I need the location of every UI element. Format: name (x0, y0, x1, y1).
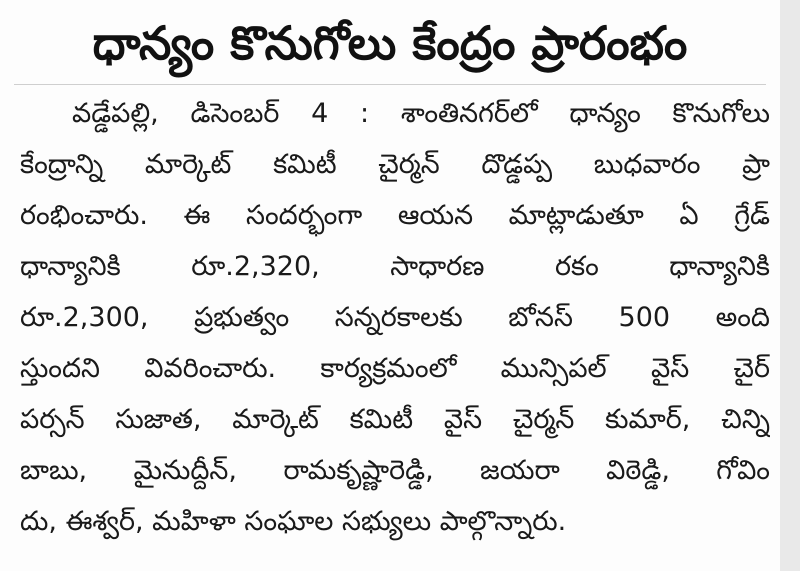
article-body (20, 88, 770, 547)
headline-divider (14, 84, 766, 85)
article-line: స్తుందని వివరించారు. కార్యక్రమంలో మున్సిపల్ వైస్ చైర్ (20, 353, 770, 384)
article-line: పర్సన్ సుజాత, మార్కెట్ కమిటీ వైస్ చైర్మన్ కుమార్, చిన్ని (20, 404, 770, 435)
page-edge (780, 0, 800, 571)
article-line: బాబు, మైనుద్దీన్, రామకృష్ణారెడ్డి, జయరా విఠెడ్డి, గోవిం (20, 455, 770, 486)
article-line: రంభించారు. ఈ సందర్భంగా ఆయన మాట్లాడుతూ ఏ గ్రేడ్ (20, 200, 770, 231)
article-line: రూ.2,300, ప్రభుత్వం సన్నరకాలకు బోనస్ 500 అంది (20, 302, 770, 333)
article-line: దు, ఈశ్వర్, మహిళా సంఘాల సభ్యులు పాల్గొన్నారు. (20, 506, 567, 537)
article-line: వడ్డేపల్లి, డిసెంబర్ 4 : శాంతినగర్‌లో ధాన్యం కొనుగోలు (72, 98, 770, 129)
article-line: కేంద్రాన్ని మార్కెట్ కమిటీ చైర్మన్ దొడ్డప్ప బుధవారం ప్రా (20, 149, 770, 180)
article-line: ధాన్యానికి రూ.2,320, సాధారణ రకం ధాన్యానికి (20, 251, 770, 282)
article-headline: ధాన్యం కొనుగోలు కేంద్రం ప్రారంభం (92, 16, 688, 70)
